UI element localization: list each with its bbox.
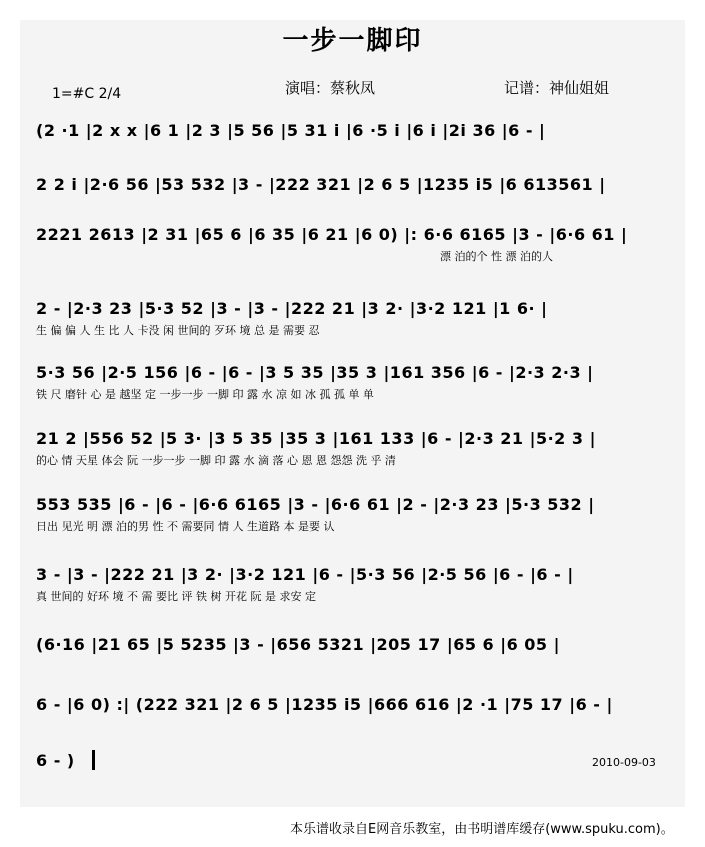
notes-line: 553 535 |6 - |6 - |6·6 6165 |3 - |6·6 61 |2 - |2·3 23 |5·3 532 | [36,495,595,514]
notes-line: 2 - |2·3 23 |5·3 52 |3 - |3 - |222 21 |3 2· |3·2 121 |1 6· | [36,299,548,318]
song-title: 一步一脚印 [282,26,423,56]
score-row [36,298,666,339]
lyrics-line: 漂 泊的个 性 漂 泊的人 [440,250,553,263]
score-row [36,634,666,656]
notes-line: 2 2 i |2·6 56 |53 532 |3 - |222 321 |2 6 5 |1235 i5 |6 613561 | [36,175,606,194]
score-row [36,120,666,142]
transcriber-credit: 记谱：神仙姐姐 [504,79,610,97]
score-row [36,174,666,196]
notes-line: 6 - ) [36,751,75,770]
notes-line: (2 ·1 |2 x x |6 1 |2 3 |5 56 |5 31 i |6 ·5 i |6 i |2i 36 |6 - | [36,121,546,140]
lyrics-line: 的心 情 天星 体会 阮 一步一步 一脚 印 露 水 滴 落 心 恩 恩 怨怨 洗 乎 清 [36,454,396,467]
score-row [36,694,666,716]
lyrics-line: 真 世间的 好环 境 不 需 要比 评 铁 树 开花 阮 是 求安 定 [36,590,316,603]
notes-line: 2221 2613 |2 31 |65 6 |6 35 |6 21 |6 0) |: 6·6 6165 |3 - |6·6 61 | [36,225,628,244]
final-barline [92,750,95,770]
source-footer: 本乐谱收录自E网音乐教室，由书明谱库缓存(www.spuku.com)。 [290,822,674,837]
score-row [36,494,666,535]
key-signature: 1=#C 2/4 [52,86,122,102]
notes-line: 21 2 |556 52 |5 3· |3 5 35 |35 3 |161 133 |6 - |2·3 21 |5·2 3 | [36,429,596,448]
score-date: 2010-09-03 [592,756,656,769]
lyrics-line: 生 偏 偏 人 生 比 人 卡没 闲 世间的 歹环 境 总 是 需要 忍 [36,324,320,337]
score-row [36,362,666,403]
score-row [36,564,666,605]
notes-line: 3 - |3 - |222 21 |3 2· |3·2 121 |6 - |5·3 56 |2·5 56 |6 - |6 - | [36,565,574,584]
notes-line: 5·3 56 |2·5 156 |6 - |6 - |3 5 35 |35 3 |161 356 |6 - |2·3 2·3 | [36,363,594,382]
notes-line: 6 - |6 0) :| (222 321 |2 6 5 |1235 i5 |666 616 |2 ·1 |75 17 |6 - | [36,695,613,714]
score-row [36,750,666,772]
singer-credit: 演唱：蔡秋凤 [285,79,376,97]
lyrics-line: 铁 尺 磨针 心 是 越坚 定 一步一步 一脚 印 露 水 凉 如 冰 孤 孤 单 单 [36,388,374,401]
lyrics-line: 日出 见光 明 漂 泊的男 性 不 需要同 情 人 生道路 本 是要 认 [36,520,335,533]
score-row [36,224,666,265]
notes-line: (6·16 |21 65 |5 5235 |3 - |656 5321 |205 17 |65 6 |6 05 | [36,635,560,654]
score-row [36,428,666,469]
